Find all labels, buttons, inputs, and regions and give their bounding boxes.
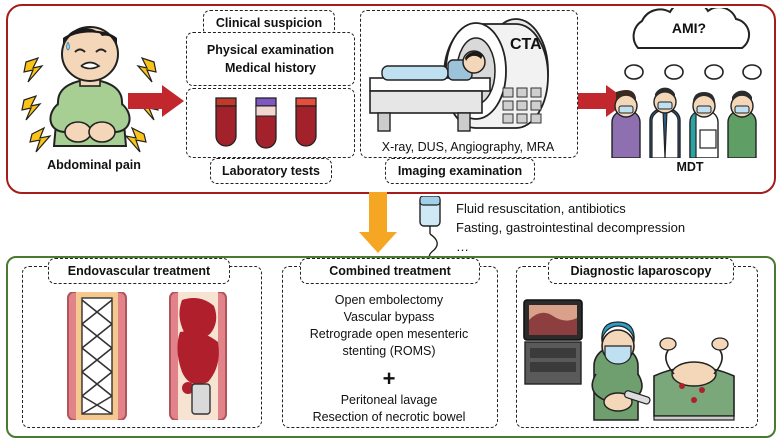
thought-text: AMI?	[671, 20, 707, 36]
history-exam-box	[186, 32, 355, 86]
combined-items-top	[286, 292, 492, 360]
mdt-team-illustration	[608, 74, 768, 158]
blood-tube-icons	[206, 94, 334, 152]
mdt-label: MDT	[676, 160, 704, 174]
combined-item-3: stenting (ROMS)	[342, 343, 436, 358]
laparoscopy-title-box	[548, 258, 734, 284]
combined-item-0: Open embolectomy	[334, 293, 444, 307]
combined-items-bottom	[286, 392, 492, 426]
imaging-examination-box	[385, 158, 535, 184]
combined-treatment-title-box	[300, 258, 480, 284]
plus-sign: +	[382, 366, 396, 391]
imaging-modalities-label: X-ray, DUS, Angiography, MRA	[381, 140, 555, 154]
combined-item-5: Resection of necrotic bowel	[312, 409, 466, 424]
combined-item-1: Vascular bypass	[343, 309, 435, 324]
medical-history-label: Medical history	[225, 61, 316, 75]
stent-vessel-illustration	[58, 292, 138, 420]
patient-label: Abdominal pain	[47, 158, 141, 172]
arrow-down-treatment	[358, 192, 398, 254]
combined-item-4: Peritoneal lavage	[340, 393, 438, 407]
laboratory-tests-label: Laboratory tests	[222, 163, 320, 178]
cta-label: CTA	[510, 36, 542, 53]
thrombus-aspiration-illustration	[158, 292, 242, 420]
laparoscopy-illustration	[522, 290, 754, 422]
clinical-suspicion-label: Clinical suspicion	[215, 15, 323, 30]
ct-scanner-illustration	[366, 16, 572, 136]
supportive-care-text	[456, 200, 756, 257]
laparoscopy-title: Diagnostic laparoscopy	[570, 263, 712, 278]
iv-drip-icon	[406, 196, 458, 258]
imaging-examination-label: Imaging examination	[397, 163, 523, 178]
supportive-line-1: Fluid resuscitation, antibiotics	[456, 201, 626, 216]
physical-examination-label: Physical examination	[206, 42, 335, 57]
laboratory-tests-box	[210, 158, 332, 184]
endovascular-title: Endovascular treatment	[67, 263, 211, 278]
endovascular-title-box	[48, 258, 230, 284]
combined-item-2: Retrograde open mesenteric	[309, 326, 469, 341]
arrow-patient-to-workup	[128, 84, 188, 118]
combined-treatment-title: Combined treatment	[329, 263, 451, 278]
supportive-line-3: …	[456, 238, 469, 254]
supportive-line-2: Fasting, gastrointestinal decompression	[456, 219, 686, 235]
thought-bubble	[612, 8, 766, 68]
